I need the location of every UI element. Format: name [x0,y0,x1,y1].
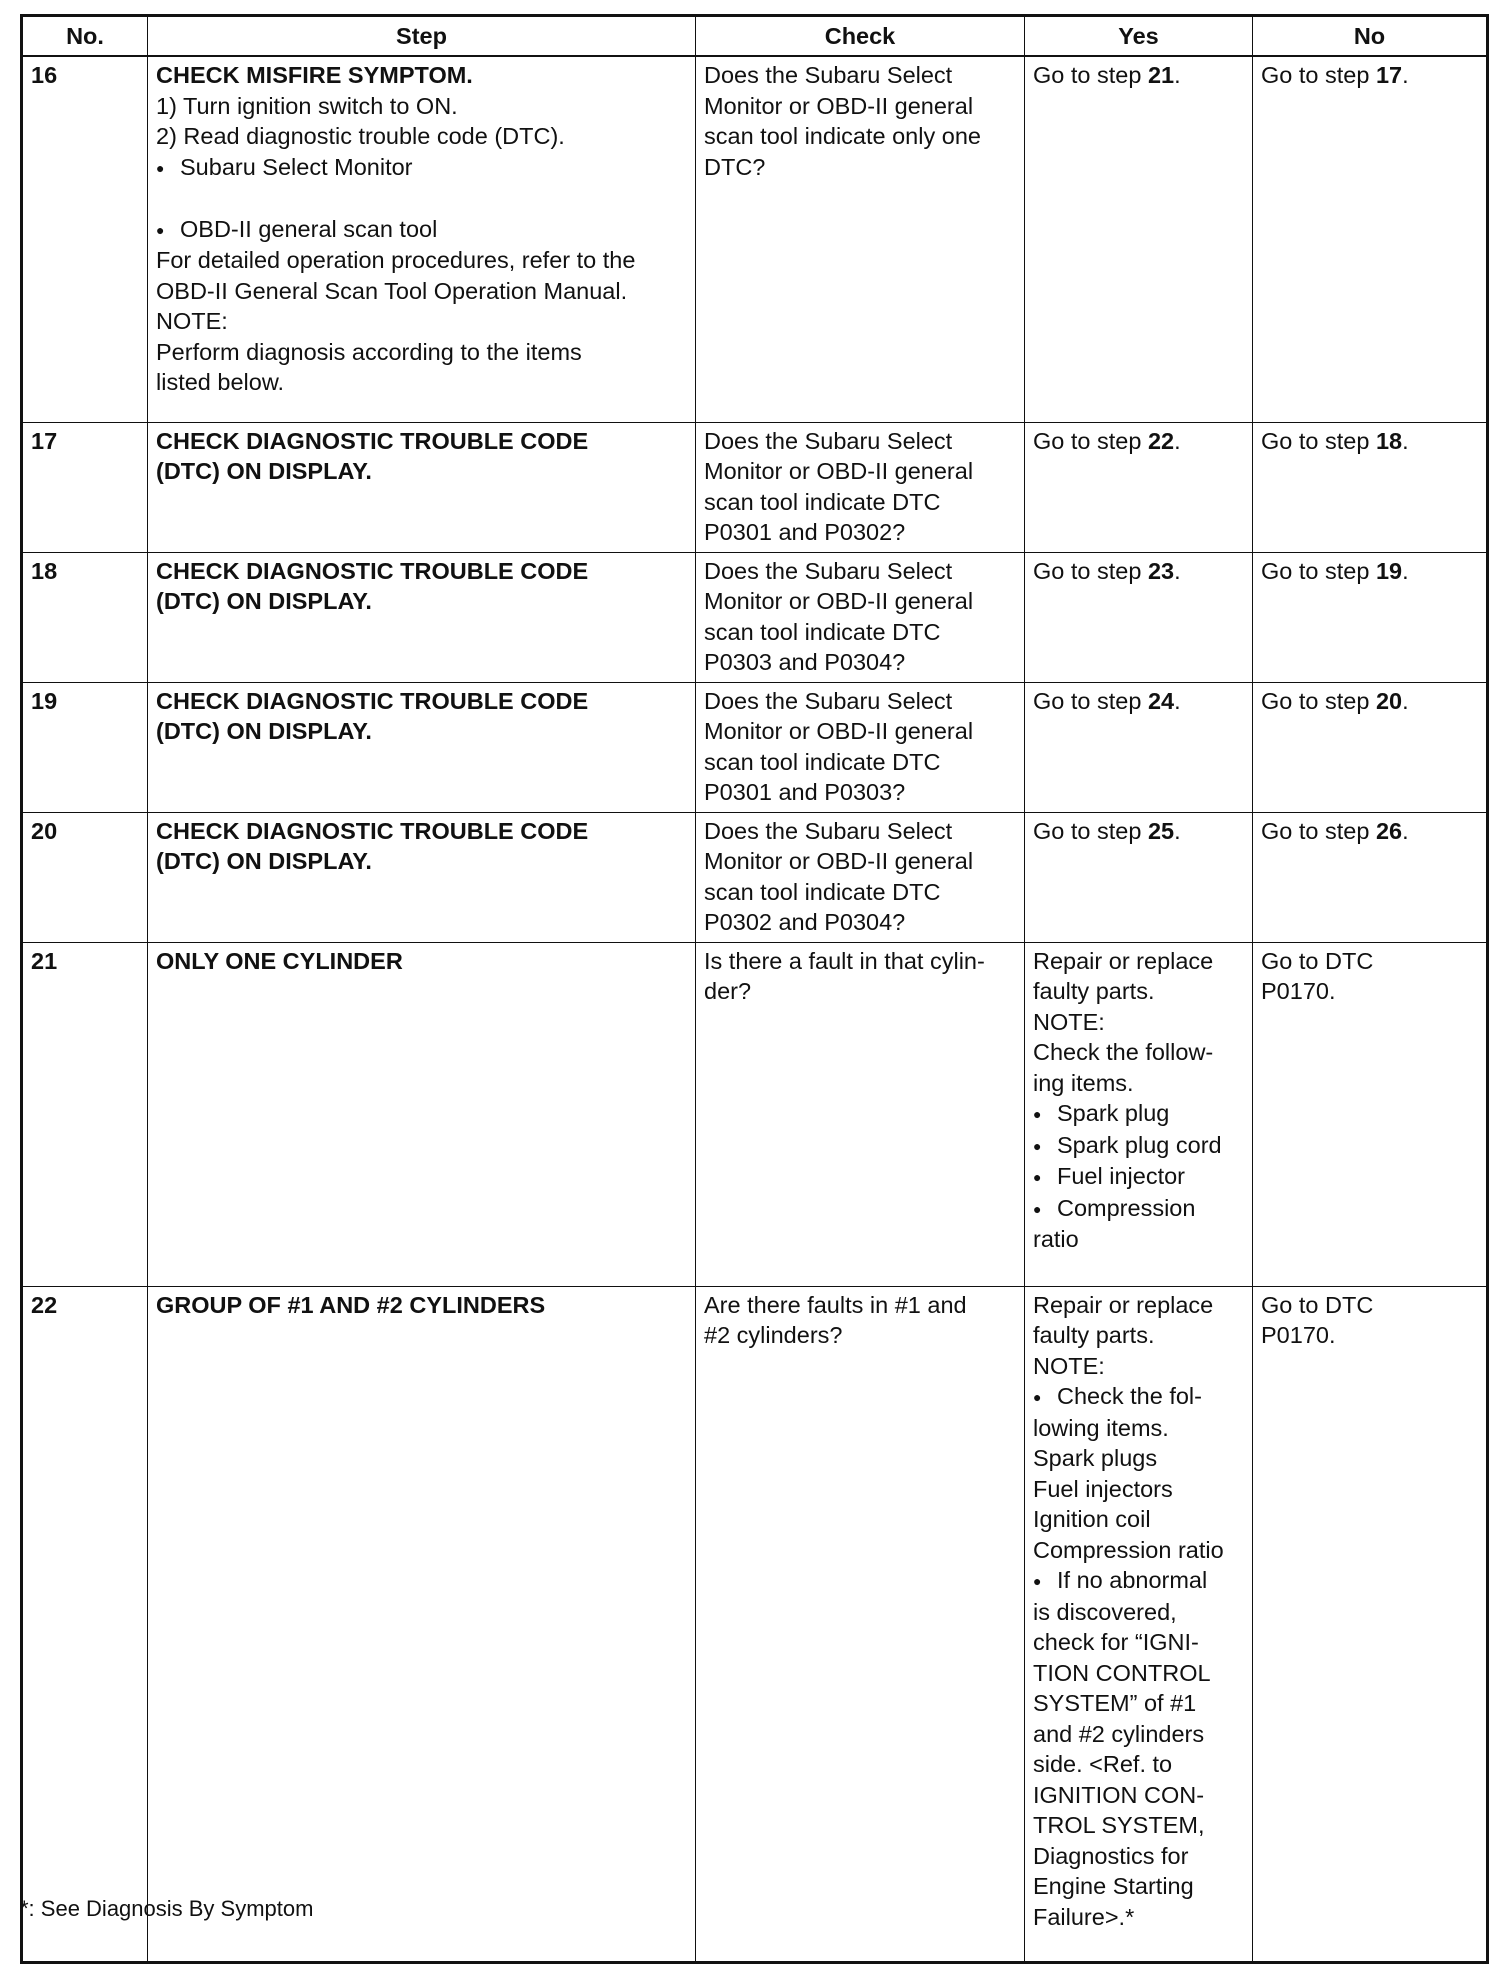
yes-cell [1025,422,1253,552]
yes-cell [1025,942,1253,1286]
no-cell [1253,56,1488,422]
yes-line: Repair or replace [1033,947,1214,974]
yes-line: Fuel injectors [1033,1475,1173,1502]
yes-cell [1025,682,1253,812]
check-cell [696,56,1025,422]
step-bullet-line: ● OBD-II general scan tool [156,214,687,246]
yes-cell [1025,56,1253,422]
check-line: scan tool indicate DTC [704,488,941,515]
yes-step-number: 21 [1147,62,1175,88]
check-line: #2 cylinders? [704,1322,843,1348]
no-cell [1253,812,1488,942]
step-title: (DTC) ON DISPLAY. [156,848,372,874]
check-line: Monitor or OBD-II general [704,718,974,744]
check-line: Does the Subaru Select [704,557,953,584]
no-cell [1253,1286,1488,1962]
yes-cell [1025,552,1253,682]
check-line: Does the Subaru Select [704,427,953,454]
check-line: Monitor or OBD-II general [704,458,974,484]
step-number: 20 [22,812,148,942]
check-line: DTC? [704,153,766,180]
yes-line: faulty parts. [1033,1322,1155,1348]
check-cell [696,682,1025,812]
check-cell [696,1286,1025,1962]
step-number: 21 [22,942,148,1286]
check-line: Does the Subaru Select [704,817,953,844]
step-number: 17 [22,422,148,552]
yes-line: Failure>.* [1033,1903,1135,1930]
no-line: Go to DTC [1261,1291,1374,1318]
yes-line: Spark plugs [1033,1445,1158,1471]
no-cell [1253,422,1488,552]
yes-cell [1025,812,1253,942]
yes-line: Diagnostics for [1033,1842,1189,1869]
no-suffix: . [1402,427,1409,454]
step-title: CHECK DIAGNOSTIC TROUBLE CODE [156,557,589,584]
table-row [22,682,1488,812]
yes-bullet-line: ● Compression [1033,1193,1244,1225]
step-title: CHECK DIAGNOSTIC TROUBLE CODE [156,687,589,714]
check-cell [696,552,1025,682]
yes-line: Ignition coil [1033,1506,1151,1532]
step-line: OBD-II General Scan Tool Operation Manual. [156,277,628,304]
check-cell [696,942,1025,1286]
yes-line: ratio [1033,1226,1079,1252]
no-step-number: 19 [1375,557,1403,584]
no-cell [1253,942,1488,1286]
step-line: listed below. [156,369,285,395]
yes-prefix: Go to step [1033,817,1148,844]
yes-bullet-line: ● Spark plug cord [1033,1130,1244,1162]
check-line: Does the Subaru Select [704,687,953,714]
yes-line: ing items. [1033,1069,1134,1096]
step-line: NOTE: [156,308,228,334]
no-cell [1253,682,1488,812]
yes-bullet-line: ● If no abnormal [1033,1565,1244,1597]
no-cell [1253,552,1488,682]
step-cell [148,942,696,1286]
yes-suffix: . [1174,557,1181,584]
yes-line: TION CONTROL [1033,1659,1211,1686]
yes-line: and #2 cylinders [1033,1720,1205,1747]
table-row [22,552,1488,682]
table-row [22,812,1488,942]
yes-prefix: Go to step [1033,557,1148,584]
check-line: Monitor or OBD-II general [704,588,974,614]
yes-line: is discovered, [1033,1598,1177,1625]
check-cell [696,812,1025,942]
yes-line: Engine Starting [1033,1873,1194,1899]
header-yes: Yes [1025,16,1253,57]
no-step-number: 18 [1375,427,1403,454]
yes-step-number: 23 [1147,557,1175,584]
no-prefix: Go to step [1261,687,1376,714]
yes-prefix: Go to step [1033,687,1148,714]
yes-line: check for “IGNI- [1033,1629,1199,1655]
yes-line: Compression ratio [1033,1536,1224,1563]
check-line: Are there faults in #1 and [704,1291,967,1318]
check-line: P0303 and P0304? [704,649,906,675]
header-check: Check [696,16,1025,57]
step-number: 19 [22,682,148,812]
step-cell [148,56,696,422]
step-line: Perform diagnosis according to the items [156,338,582,365]
check-line: der? [704,978,752,1004]
yes-line: side. <Ref. to [1033,1751,1173,1777]
yes-bullet-line: ● Spark plug [1033,1098,1244,1130]
step-cell [148,552,696,682]
step-title: (DTC) ON DISPLAY. [156,588,372,614]
yes-suffix: . [1174,427,1181,454]
step-cell [148,682,696,812]
no-prefix: Go to step [1261,557,1376,584]
yes-cell [1025,1286,1253,1962]
check-line: Monitor or OBD-II general [704,848,974,874]
no-suffix: . [1402,817,1409,844]
check-line: scan tool indicate only one [704,123,981,149]
no-suffix: . [1402,687,1409,714]
yes-line: Repair or replace [1033,1291,1214,1318]
yes-line: NOTE: [1033,1352,1105,1379]
no-prefix: Go to step [1261,817,1376,844]
step-title: ONLY ONE CYLINDER [156,947,403,974]
yes-line: SYSTEM” of #1 [1033,1690,1197,1716]
no-line: Go to DTC [1261,947,1374,974]
step-title: GROUP OF #1 AND #2 CYLINDERS [156,1291,546,1318]
yes-prefix: Go to step [1033,62,1148,88]
yes-step-number: 24 [1147,687,1175,714]
step-title: CHECK MISFIRE SYMPTOM. [156,62,473,88]
diagnosis-table [20,14,1489,1964]
yes-bullet-line: ● Fuel injector [1033,1161,1244,1193]
header-row [22,16,1488,57]
yes-prefix: Go to step [1033,427,1148,454]
table-row [22,942,1488,1286]
footnote: *: See Diagnosis By Symptom [20,1896,314,1921]
step-line: For detailed operation procedures, refer to the [156,247,636,273]
no-line: P0170. [1261,978,1336,1004]
step-title: CHECK DIAGNOSTIC TROUBLE CODE [156,817,589,844]
step-number: 18 [22,552,148,682]
no-step-number: 17 [1375,62,1403,88]
step-blank-line [156,183,687,214]
check-cell [696,422,1025,552]
check-line: Does the Subaru Select [704,62,953,88]
step-title: (DTC) ON DISPLAY. [156,458,372,484]
step-line: 1) Turn ignition switch to ON. [156,92,458,119]
yes-line: faulty parts. [1033,978,1155,1004]
table-row [22,422,1488,552]
header-no-result: No [1253,16,1488,57]
header-step: Step [148,16,696,57]
step-cell [148,422,696,552]
no-line: P0170. [1261,1322,1336,1348]
step-number: 22 [22,1286,148,1962]
step-line: 2) Read diagnostic trouble code (DTC). [156,123,565,149]
check-line: scan tool indicate DTC [704,748,941,775]
yes-step-number: 22 [1147,427,1175,454]
check-line: P0301 and P0302? [704,519,906,545]
step-title: (DTC) ON DISPLAY. [156,718,372,744]
check-line: scan tool indicate DTC [704,878,941,905]
check-line: P0302 and P0304? [704,909,906,935]
yes-suffix: . [1174,62,1181,88]
no-prefix: Go to step [1261,427,1376,454]
check-line: P0301 and P0303? [704,779,906,805]
no-step-number: 26 [1375,817,1403,844]
yes-line: Check the follow- [1033,1039,1214,1065]
step-cell [148,812,696,942]
yes-step-number: 25 [1147,817,1175,844]
yes-line: lowing items. [1033,1414,1169,1441]
yes-line: NOTE: [1033,1008,1105,1035]
table-row [22,56,1488,422]
no-step-number: 20 [1375,687,1403,714]
yes-suffix: . [1174,817,1181,844]
yes-line: TROL SYSTEM, [1033,1812,1205,1838]
table-row [22,1286,1488,1962]
step-bullet-line: ● Subaru Select Monitor [156,152,687,184]
yes-suffix: . [1174,687,1181,714]
step-title: CHECK DIAGNOSTIC TROUBLE CODE [156,427,589,454]
no-suffix: . [1402,62,1409,88]
header-no: No. [22,16,148,57]
yes-bullet-line: ● Check the fol- [1033,1381,1244,1413]
step-number: 16 [22,56,148,422]
no-suffix: . [1402,557,1409,584]
step-cell [148,1286,696,1962]
check-line: Monitor or OBD-II general [704,92,974,119]
yes-line: IGNITION CON- [1033,1781,1205,1808]
no-prefix: Go to step [1261,62,1376,88]
check-line: Is there a fault in that cylin- [704,947,985,974]
check-line: scan tool indicate DTC [704,618,941,645]
